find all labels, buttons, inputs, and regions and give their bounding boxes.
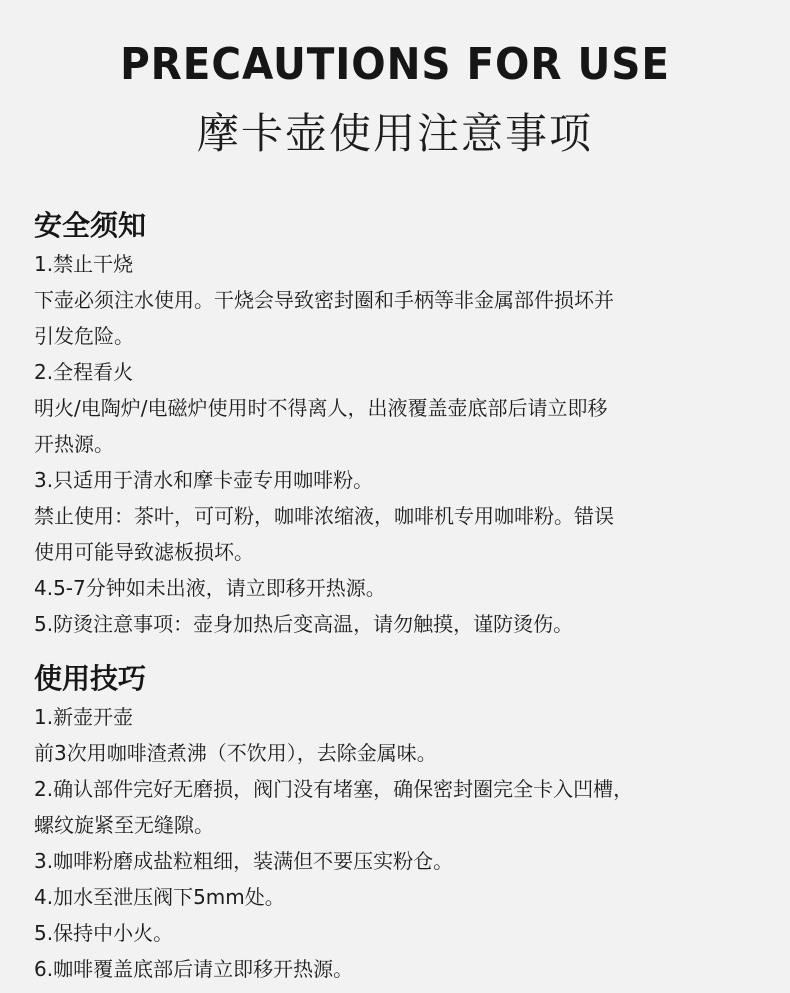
safety-line: 1.禁止干烧 (34, 252, 134, 276)
safety-line: 2.全程看火 (34, 360, 134, 384)
safety-line: 开热源。 (34, 432, 114, 456)
tips-line: 4.加水至泄压阀下5mm处。 (34, 885, 285, 909)
safety-line: 4.5-7分钟如未出液，请立即移开热源。 (34, 576, 386, 600)
tips-line: 1.新壶开壶 (34, 705, 134, 729)
safety-line: 引发危险。 (34, 324, 134, 348)
tips-line: 2.确认部件完好无磨损，阀门没有堵塞，确保密封圈完全卡入凹槽， (34, 777, 634, 801)
tips-line: 3.咖啡粉磨成盐粒粗细，装满但不要压实粉仓。 (34, 849, 454, 873)
safety-line: 3.只适用于清水和摩卡壶专用咖啡粉。 (34, 468, 374, 492)
tips-line: 前3次用咖啡渣煮沸（不饮用），去除金属味。 (34, 741, 437, 765)
safety-line: 下壶必须注水使用。干烧会导致密封圈和手柄等非金属部件损坏并 (34, 288, 614, 312)
safety-section (34, 206, 764, 642)
tips-line: 螺纹旋紧至无缝隙。 (34, 813, 214, 837)
safety-line: 使用可能导致滤板损坏。 (34, 540, 254, 564)
safety-line: 禁止使用：茶叶，可可粉，咖啡浓缩液，咖啡机专用咖啡粉。错误 (34, 504, 614, 528)
tips-heading: 使用技巧 (34, 662, 147, 695)
tips-line: 6.咖啡覆盖底部后请立即移开热源。 (34, 957, 354, 981)
safety-heading: 安全须知 (34, 209, 147, 242)
tips-line: 5.保持中小火。 (34, 921, 174, 945)
safety-line: 5.防烫注意事项：壶身加热后变高温，请勿触摸，谨防烫伤。 (34, 612, 574, 636)
title-chinese: 摩卡壶使用注意事项 (196, 109, 593, 158)
tips-section (34, 659, 764, 987)
title-english: PRECAUTIONS FOR USE (120, 39, 670, 90)
safety-line: 明火/电陶炉/电磁炉使用时不得离人，出液覆盖壶底部后请立即移 (34, 396, 608, 420)
